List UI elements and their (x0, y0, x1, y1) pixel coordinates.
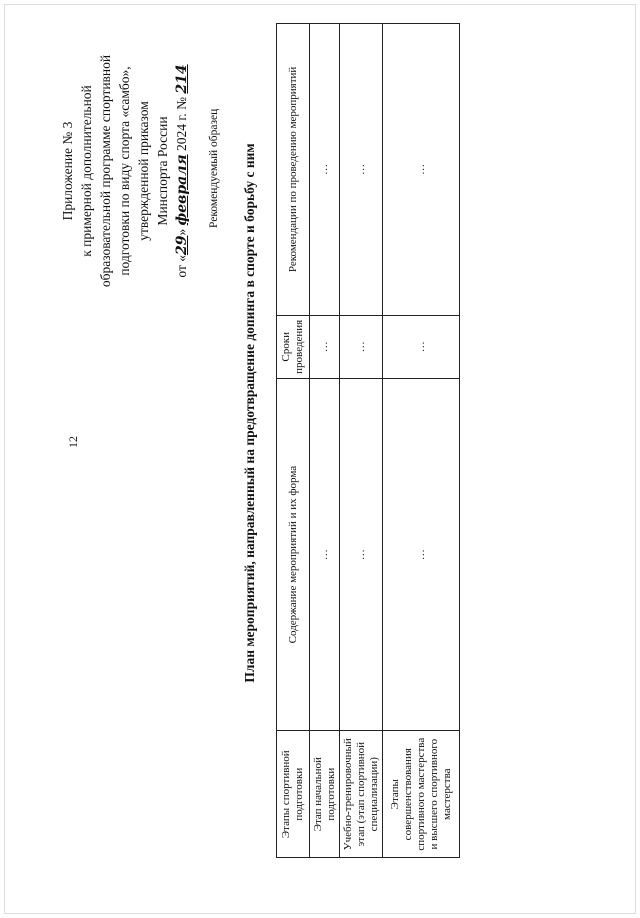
stage-cell: Этап начальной подготовки (310, 731, 340, 858)
order-month-handwritten: февраля (174, 154, 190, 226)
recommendations-cell: … (340, 24, 383, 316)
header-stages: Этапы спортивной подготовки (277, 731, 310, 858)
stage-cell: Учебно-тренировочный этап (этап спортивной специализации) (340, 731, 383, 858)
appendix-line: Минспорта России (155, 116, 170, 226)
stage-cell: Этапы совершенствования спортивного мастерства и высшего спортивного мастерства (383, 731, 460, 858)
table-row (383, 24, 460, 858)
table-header-row (277, 24, 310, 858)
content-cell: … (340, 378, 383, 731)
dates-cell: … (340, 315, 383, 378)
appendix-line: утвержденной приказом (136, 101, 151, 241)
appendix-line: подготовки по виду спорта «самбо», (117, 66, 132, 276)
header-content: Содержание мероприятий и их форма (277, 378, 310, 731)
content-cell: … (383, 378, 460, 731)
appendix-line: образовательной программе спортивной (98, 54, 113, 288)
table-row (310, 24, 340, 858)
order-year: 2024 г. № (174, 93, 189, 155)
document-title: План мероприятий, направленный на предотвращение допинга в спорте и борьбу с ним (242, 143, 257, 683)
recommendations-cell: … (310, 24, 340, 316)
content-cell: … (310, 378, 340, 731)
dates-cell: … (310, 315, 340, 378)
order-day-handwritten: 29 (174, 235, 190, 255)
recommended-sample-label: Рекомендуемый образец (208, 108, 220, 228)
page-number: 12 (66, 436, 80, 448)
appendix-header (58, 36, 192, 306)
measures-table (276, 23, 460, 858)
dates-cell: … (383, 315, 460, 378)
order-number-handwritten: 214 (174, 64, 190, 94)
appendix-line: к примерной дополнительной (79, 85, 94, 257)
order-date-line (172, 36, 192, 306)
header-recommendations: Рекомендации по проведению мероприятий (277, 24, 310, 316)
table-row (340, 24, 383, 858)
header-dates: Сроки проведения (277, 315, 310, 378)
recommendations-cell: … (383, 24, 460, 316)
appendix-title: Приложение № 3 (60, 121, 75, 221)
order-prefix: от « (174, 255, 189, 278)
order-mid: » (174, 225, 189, 236)
